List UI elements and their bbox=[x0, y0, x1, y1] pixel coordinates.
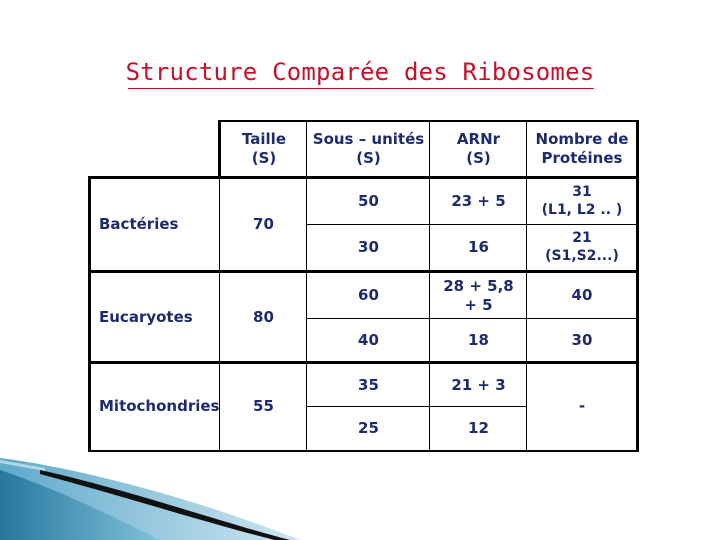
table-row bbox=[90, 178, 638, 225]
subunit-value: 35 bbox=[307, 363, 430, 407]
organism-bacteries: Bactéries bbox=[90, 178, 220, 272]
rrna-value: 21 + 3 bbox=[430, 363, 527, 407]
organism-mitochondries: Mitochondries bbox=[90, 363, 220, 451]
ribosome-comparison-table bbox=[88, 120, 639, 452]
header-size: Taille (S) bbox=[220, 121, 307, 178]
size-bacteries: 70 bbox=[220, 178, 307, 272]
header-subunits: Sous – unités (S) bbox=[307, 121, 430, 178]
protein-count: 40 bbox=[527, 272, 638, 319]
subunit-value: 30 bbox=[307, 225, 430, 272]
title-underline bbox=[128, 88, 594, 89]
rrna-value: 18 bbox=[430, 319, 527, 363]
rrna-value: 23 + 5 bbox=[430, 178, 527, 225]
rrna-value: 28 + 5,8 + 5 bbox=[430, 272, 527, 319]
decorative-swoosh bbox=[0, 450, 720, 540]
header-rrna: ARNr (S) bbox=[430, 121, 527, 178]
size-mitochondries: 55 bbox=[220, 363, 307, 451]
header-blank bbox=[90, 121, 220, 178]
header-row bbox=[90, 121, 638, 178]
subunit-value: 25 bbox=[307, 407, 430, 451]
organism-eucaryotes: Eucaryotes bbox=[90, 272, 220, 363]
protein-count: - bbox=[527, 363, 638, 451]
protein-count: 31 (L1, L2 .. ) bbox=[527, 178, 638, 225]
rrna-value: 16 bbox=[430, 225, 527, 272]
table-row bbox=[90, 272, 638, 319]
slide-title: Structure Comparée des Ribosomes bbox=[125, 58, 595, 86]
subunit-value: 40 bbox=[307, 319, 430, 363]
header-proteins: Nombre de Protéines bbox=[527, 121, 638, 178]
rrna-value: 12 bbox=[430, 407, 527, 451]
table-row bbox=[90, 363, 638, 407]
subunit-value: 50 bbox=[307, 178, 430, 225]
protein-count: 30 bbox=[527, 319, 638, 363]
protein-count: 21 (S1,S2...) bbox=[527, 225, 638, 272]
subunit-value: 60 bbox=[307, 272, 430, 319]
size-eucaryotes: 80 bbox=[220, 272, 307, 363]
